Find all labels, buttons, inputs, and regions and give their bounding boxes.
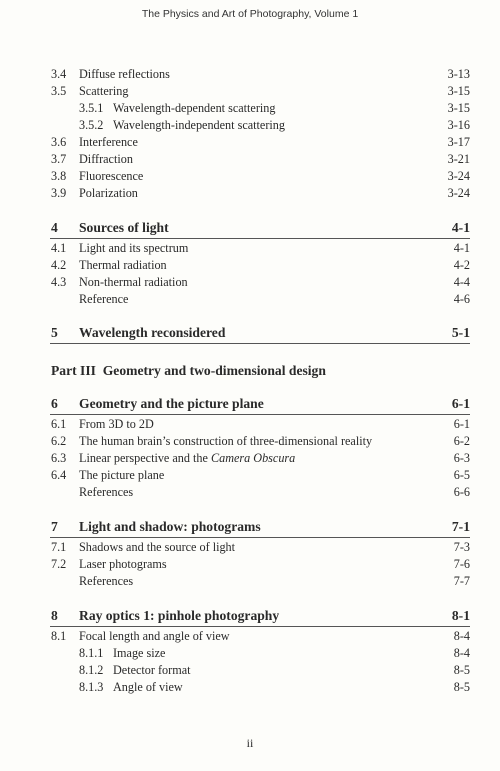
section-title: Thermal radiation bbox=[79, 258, 167, 272]
page-reference: 3-24 bbox=[447, 186, 470, 200]
page-reference: 6-1 bbox=[453, 417, 470, 431]
chapter-heading bbox=[0, 218, 500, 238]
section-number: 7.2 bbox=[51, 557, 67, 571]
chapter-number: 7 bbox=[51, 519, 58, 534]
chapter-rule bbox=[50, 414, 470, 415]
subsection-number: 8.1.3 bbox=[79, 680, 104, 694]
toc-subentry bbox=[0, 100, 500, 117]
page-reference: 4-4 bbox=[453, 275, 470, 289]
chapter-rule bbox=[50, 343, 470, 344]
page-reference: 3-15 bbox=[447, 84, 470, 98]
chapter-number: 8 bbox=[51, 608, 58, 623]
part-heading bbox=[51, 361, 326, 381]
section-number: 6.4 bbox=[51, 468, 67, 482]
section-title: Fluorescence bbox=[79, 169, 144, 183]
chapter-title: Light and shadow: photograms bbox=[79, 519, 261, 534]
toc-entry bbox=[0, 134, 500, 151]
page-reference: 3-16 bbox=[447, 118, 470, 132]
subsection-title: Image size bbox=[113, 646, 166, 660]
section-title: References bbox=[79, 574, 134, 588]
section-number: 4.3 bbox=[51, 275, 67, 289]
section-number: 6.1 bbox=[51, 417, 67, 431]
section-title: Reference bbox=[79, 292, 129, 306]
section-title: Laser photograms bbox=[79, 557, 167, 571]
part-title: Geometry and two-dimensional design bbox=[102, 363, 326, 378]
section-number: 6.3 bbox=[51, 451, 67, 465]
section-number: 7.1 bbox=[51, 540, 67, 554]
toc-entry bbox=[0, 168, 500, 185]
subsection-number: 8.1.2 bbox=[79, 663, 104, 677]
section-title: Focal length and angle of view bbox=[79, 629, 230, 643]
toc-entry bbox=[0, 291, 500, 308]
section-number: 4.2 bbox=[51, 258, 67, 272]
section-title-text: Linear perspective and the bbox=[79, 451, 211, 465]
subsection-number: 8.1.1 bbox=[79, 646, 104, 660]
toc-entry bbox=[0, 66, 500, 83]
page-reference: 7-6 bbox=[453, 557, 470, 571]
page-reference: 7-3 bbox=[453, 540, 470, 554]
chapter-rule bbox=[50, 238, 470, 239]
section-title: The picture plane bbox=[79, 468, 165, 482]
section-title: Light and its spectrum bbox=[79, 241, 189, 255]
section-number: 3.4 bbox=[51, 67, 67, 81]
toc-entry bbox=[0, 274, 500, 291]
toc-entry bbox=[0, 433, 500, 450]
subsection-title: Detector format bbox=[113, 663, 191, 677]
page-reference: 4-6 bbox=[453, 292, 470, 306]
chapter-title: Wavelength reconsidered bbox=[79, 325, 226, 340]
page-reference: 4-1 bbox=[453, 241, 470, 255]
chapter-heading bbox=[0, 606, 500, 626]
section-number: 3.8 bbox=[51, 169, 67, 183]
page-reference: 7-1 bbox=[451, 519, 470, 534]
running-header: The Physics and Art of Photography, Volume 1 bbox=[141, 8, 359, 20]
page-reference: 3-15 bbox=[447, 101, 470, 115]
chapter-rule bbox=[50, 626, 470, 627]
section-title: Diffuse reflections bbox=[79, 67, 170, 81]
page-reference: 8-1 bbox=[451, 608, 470, 623]
chapter-number: 5 bbox=[51, 325, 58, 340]
chapter-title: Ray optics 1: pinhole photography bbox=[79, 608, 280, 623]
chapter-heading bbox=[0, 517, 500, 537]
section-number: 3.6 bbox=[51, 135, 67, 149]
toc-entry bbox=[0, 450, 500, 467]
toc-entry bbox=[0, 628, 500, 645]
page-reference: 3-21 bbox=[447, 152, 470, 166]
section-title: Non-thermal radiation bbox=[79, 275, 188, 289]
chapter-number: 6 bbox=[51, 396, 58, 411]
section-title: From 3D to 2D bbox=[79, 417, 154, 431]
page-reference: 4-1 bbox=[451, 220, 470, 235]
subsection-title: Wavelength-dependent scattering bbox=[113, 101, 276, 115]
section-title bbox=[79, 450, 295, 467]
subsection-title: Angle of view bbox=[113, 680, 183, 694]
page-reference: 4-2 bbox=[453, 258, 470, 272]
section-title: The human brain’s construction of three-dimensional reality bbox=[79, 434, 373, 448]
chapter-number: 4 bbox=[51, 220, 58, 235]
section-title: Scattering bbox=[79, 84, 129, 98]
toc-entry bbox=[0, 573, 500, 590]
section-title: Interference bbox=[79, 135, 138, 149]
chapter-heading bbox=[0, 394, 500, 414]
section-number: 6.2 bbox=[51, 434, 67, 448]
page-reference: 6-2 bbox=[453, 434, 470, 448]
chapter-rule bbox=[50, 537, 470, 538]
toc-subentry bbox=[0, 679, 500, 696]
page-reference: 6-1 bbox=[451, 396, 470, 411]
toc-subentry bbox=[0, 645, 500, 662]
section-number: 3.5 bbox=[51, 84, 67, 98]
toc-entry bbox=[0, 185, 500, 202]
page-number: ii bbox=[246, 736, 254, 750]
toc-entry bbox=[0, 240, 500, 257]
page-reference: 3-24 bbox=[447, 169, 470, 183]
page-reference: 6-3 bbox=[453, 451, 470, 465]
page-reference: 6-5 bbox=[453, 468, 470, 482]
page-reference: 3-17 bbox=[447, 135, 470, 149]
section-number: 3.9 bbox=[51, 186, 67, 200]
toc-entry bbox=[0, 484, 500, 501]
subsection-number: 3.5.1 bbox=[79, 101, 104, 115]
section-number: 8.1 bbox=[51, 629, 67, 643]
section-title: Shadows and the source of light bbox=[79, 540, 236, 554]
page-reference: 8-5 bbox=[453, 663, 470, 677]
toc-entry bbox=[0, 467, 500, 484]
toc-entry bbox=[0, 416, 500, 433]
toc-entry bbox=[0, 556, 500, 573]
toc-entry bbox=[0, 539, 500, 556]
chapter-title: Sources of light bbox=[79, 220, 169, 235]
section-title: References bbox=[79, 485, 134, 499]
section-number: 4.1 bbox=[51, 241, 67, 255]
section-title-emphasis: Camera Obscura bbox=[210, 451, 296, 465]
section-number: 3.7 bbox=[51, 152, 67, 166]
page-reference: 6-6 bbox=[453, 485, 470, 499]
page-reference: 8-4 bbox=[453, 646, 470, 660]
toc-subentry bbox=[0, 117, 500, 134]
toc-entry bbox=[0, 83, 500, 100]
toc-entry bbox=[0, 151, 500, 168]
chapter-heading bbox=[0, 323, 500, 343]
toc-entry bbox=[0, 257, 500, 274]
page-reference: 8-5 bbox=[453, 680, 470, 694]
page-reference: 8-4 bbox=[453, 629, 470, 643]
toc-subentry bbox=[0, 662, 500, 679]
subsection-number: 3.5.2 bbox=[79, 118, 104, 132]
part-number: Part III bbox=[51, 363, 96, 378]
page-reference: 5-1 bbox=[451, 325, 470, 340]
section-title: Diffraction bbox=[79, 152, 133, 166]
section-title: Polarization bbox=[79, 186, 138, 200]
page-reference: 7-7 bbox=[453, 574, 470, 588]
subsection-title: Wavelength-independent scattering bbox=[113, 118, 285, 132]
chapter-title: Geometry and the picture plane bbox=[79, 396, 264, 411]
page-reference: 3-13 bbox=[447, 67, 470, 81]
